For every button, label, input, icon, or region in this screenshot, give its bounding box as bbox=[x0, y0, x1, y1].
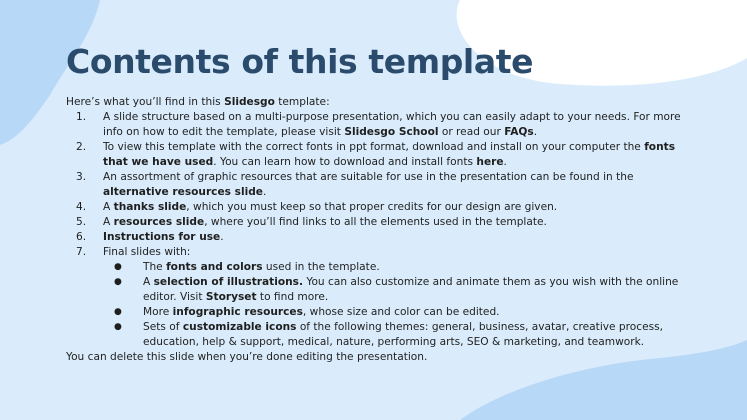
bullet-item: ● Sets of customizable icons of the following themes: general, business, avatar, creative process, education, help & support, medical, nature, performing arts, SEO & marketing, and teamwork. bbox=[114, 321, 664, 348]
content-body bbox=[66, 95, 686, 365]
list-item: 1. A slide structure based on a multi-purpose presentation, which you can easily adapt to your needs. For more info on how to edit the template, please visit Slidesgo School or read our FAQs. bbox=[76, 111, 681, 138]
bullet-list bbox=[103, 260, 686, 350]
list-item: 5. A resources slide, where you’ll find links to all the elements used in the template. bbox=[76, 216, 547, 228]
bullet-item: ● A selection of illustrations. You can also customize and animate them as you wish with the online editor. Visit Storyset to find more. bbox=[114, 276, 679, 303]
intro-text: Here’s what you’ll find in this Slidesgo template: bbox=[66, 96, 330, 108]
bullet-icon: ● bbox=[114, 262, 122, 272]
infographic-resources-link[interactable]: infographic resources bbox=[172, 306, 303, 318]
slidesgo-school-link[interactable]: Slidesgo School bbox=[344, 126, 439, 138]
fonts-colors-link[interactable]: fonts and colors bbox=[166, 261, 263, 273]
illustrations-link[interactable]: selection of illustrations. bbox=[153, 276, 304, 288]
page-title: Contents of this template bbox=[66, 42, 534, 81]
storyset-link[interactable]: Storyset bbox=[205, 291, 257, 303]
fonts-used-link[interactable]: fonts that we have used bbox=[103, 141, 676, 168]
bullet-icon: ● bbox=[114, 277, 122, 287]
bullet-icon: ● bbox=[114, 322, 122, 332]
bullet-icon: ● bbox=[114, 307, 122, 317]
alternative-resources-link[interactable]: alternative resources slide bbox=[103, 186, 263, 198]
list-item: 4. A thanks slide, which you must keep so that proper credits for our design are given. bbox=[76, 201, 558, 213]
list-item: 6. Instructions for use. bbox=[76, 231, 224, 243]
list-item: 2. To view this template with the correct fonts in ppt format, download and install on your computer the fonts that we have used. You can learn how to download and install fonts here. bbox=[76, 141, 676, 168]
closing-text: You can delete this slide when you’re done editing the presentation. bbox=[66, 351, 428, 363]
bullet-item: ● More infographic resources, whose size and color can be edited. bbox=[114, 306, 500, 318]
list-item: 7. Final slides with: ● The fonts and colors used in the template. ● A selection of illustrations. You can also customize and animate them as you wish with the online editor. Visit Storyset to find more. ● More infographic resources, whose size and color can be edited. ● Sets of customizable icons of the following themes: general, business, avatar, creative process, education, help & support, medical, nature, performing arts, SEO & marketing, and teamwork. bbox=[66, 245, 686, 350]
thanks-slide-link[interactable]: thanks slide bbox=[113, 201, 187, 213]
here-link[interactable]: here bbox=[476, 156, 504, 168]
resources-slide-link[interactable]: resources slide bbox=[113, 216, 205, 228]
numbered-list bbox=[66, 110, 686, 350]
instructions-link[interactable]: Instructions for use bbox=[103, 231, 221, 243]
customizable-icons-link[interactable]: customizable icons bbox=[182, 321, 297, 333]
faqs-link[interactable]: FAQs bbox=[504, 126, 534, 138]
bullet-item: ● The fonts and colors used in the template. bbox=[114, 261, 380, 273]
list-item: 3. An assortment of graphic resources that are suitable for use in the presentation can be found in the alternative resources slide. bbox=[76, 171, 634, 198]
